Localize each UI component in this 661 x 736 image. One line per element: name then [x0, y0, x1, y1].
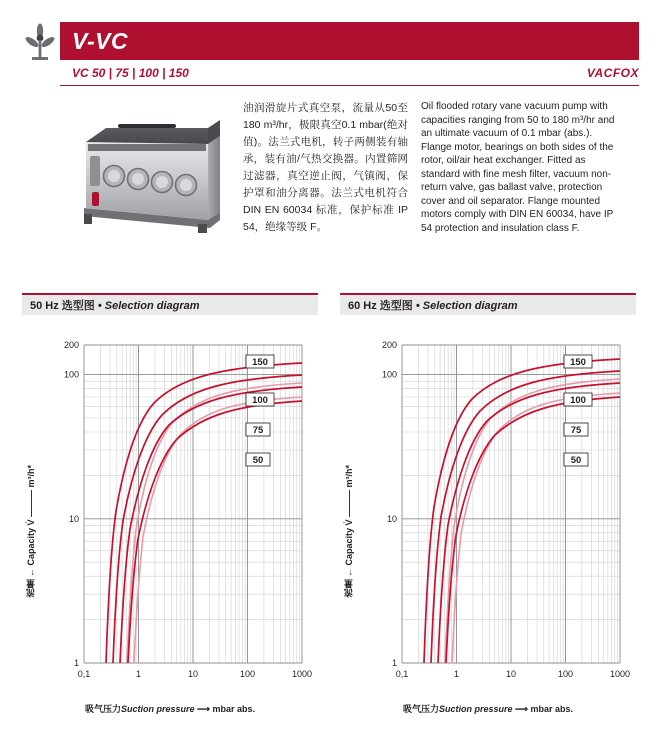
curve-label-50: 50 — [252, 455, 264, 466]
curve-label-50: 50 — [570, 455, 582, 466]
y-tick-1: 1 — [391, 658, 397, 668]
x-tick-0-1: 0,1 — [395, 669, 409, 679]
y-axis-label-60hz: 流量 ← Capacity V̇ ——— m³/h* — [344, 465, 354, 598]
panel-heading-60hz — [340, 293, 636, 315]
model-list: VC 50 | 75 | 100 | 150 — [72, 66, 189, 80]
y-tick-100: 100 — [63, 369, 79, 380]
panel-heading-text-50hz: 50 Hz 选型图 • Selection diagram — [30, 300, 200, 312]
curve-label-100: 100 — [252, 395, 268, 406]
curve-label-150: 150 — [252, 357, 268, 368]
y-axis-label-50hz: 流量 ← Capacity V̇ ——— m³/h* — [26, 465, 36, 598]
panel-heading-text-60hz: 60 Hz 选型图 • Selection diagram — [348, 300, 518, 312]
y-tick-100: 100 — [381, 369, 397, 380]
x-tick-100: 100 — [557, 669, 574, 679]
x-axis-label-50hz: 吸气压力Suction pressure ⟶ mbar abs. — [85, 704, 255, 714]
page-title-bar — [60, 22, 639, 60]
y-tick-10: 10 — [386, 513, 397, 524]
x-axis-label-60hz: 吸气压力Suction pressure ⟶ mbar abs. — [403, 704, 573, 714]
chart-50hz — [22, 315, 318, 695]
x-tick-0-1: 0,1 — [77, 669, 91, 679]
company-logo-icon — [22, 22, 58, 66]
curve-label-75: 75 — [252, 425, 264, 436]
x-tick-1: 1 — [453, 669, 460, 679]
brand-name: VACFOX — [586, 66, 639, 80]
curve-label-75: 75 — [570, 425, 582, 436]
x-tick-1: 1 — [135, 669, 142, 679]
page-title: V-VC — [72, 28, 129, 54]
description-english: Oil flooded rotary vane vacuum pump with capacities ranging from 50 to 180 m³/hr and an ultimate vacuum of 0.1 mbar (abs.). Flange motor, bearings on both sides of the rotor, oil/air heat exchanger. Fitted as standard with fine mesh filter, vacuum non-return valve, gas ballast valve, protection cover and oil separator. Flange mounted motors comply with DIN EN 60034, have IP 54 protection and insulation class F. — [421, 101, 615, 234]
panel-body-50hz — [22, 315, 318, 717]
x-tick-1000: 1000 — [609, 669, 631, 679]
panel-heading-50hz — [22, 293, 318, 315]
y-tick-1: 1 — [73, 658, 79, 668]
y-tick-10: 10 — [68, 513, 79, 524]
description-chinese: 油润滑旋片式真空泵，流量从50至180 m³/hr，极限真空0.1 mbar(绝对值)。法兰式电机，转子两侧装有轴承，装有油/气热交换器。内置筛网过滤器，真空逆止阀，气镇阀，保护罩和油分离器。法兰式电机符合 DIN EN 60034 标准，保护标准 IP 54，绝缘等级 F。 — [243, 102, 408, 233]
selection-diagram-60hz — [340, 293, 636, 717]
x-tick-10: 10 — [187, 669, 199, 679]
y-tick-200: 200 — [381, 340, 397, 350]
selection-diagram-50hz — [22, 293, 318, 717]
panel-body-60hz — [340, 315, 636, 717]
curve-label-150: 150 — [570, 357, 586, 368]
x-tick-1000: 1000 — [291, 669, 313, 679]
curve-label-100: 100 — [570, 395, 586, 406]
x-tick-10: 10 — [505, 669, 517, 679]
product-photo — [68, 104, 228, 234]
brand-logo — [587, 66, 639, 80]
y-tick-200: 200 — [63, 340, 79, 350]
x-tick-100: 100 — [239, 669, 256, 679]
chart-60hz — [340, 315, 636, 695]
model-subtitle-bar — [60, 64, 639, 86]
